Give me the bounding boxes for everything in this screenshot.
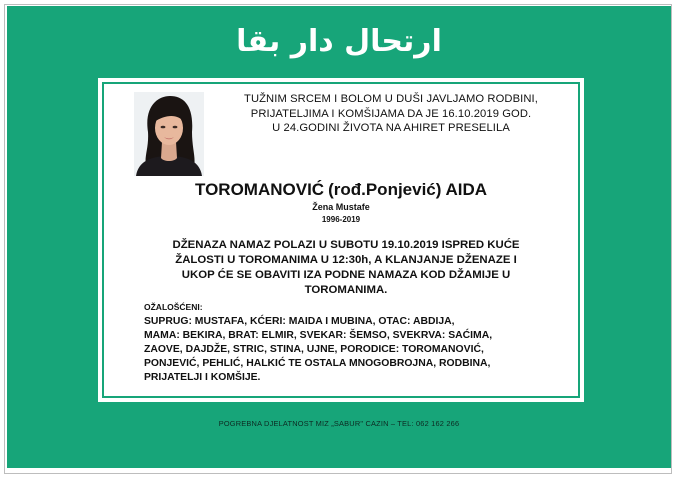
- funeral-service-footer: POGREBNA DJELATNOST MIZ „SABUR" CAZIN – TEL: 062 162 266: [218, 419, 460, 428]
- notice-frame: [98, 78, 584, 402]
- mourners-list: [144, 315, 564, 385]
- deceased-first-name: AIDA: [445, 180, 487, 199]
- deceased-surname: TOROMANOVIĆ: [195, 180, 325, 199]
- death-announcement: [206, 92, 576, 136]
- announcement-line-2: PRIJATELJIMA I KOMŠIJAMA DA JE 16.10.2019 GOD.: [250, 107, 532, 120]
- mourners-line-4: PONJEVIĆ, PEHLIĆ, HALKIĆ TE OSTALA MNOGOBROJNA, RODBINA,: [144, 358, 491, 369]
- funeral-details: [136, 238, 556, 298]
- portrait-photo: [134, 92, 204, 176]
- portrait-image: [134, 92, 204, 176]
- deceased-maiden-name: (rođ.Ponjević): [328, 180, 442, 199]
- spouse-line: Žena Mustafe: [312, 202, 370, 212]
- life-years: 1996-2019: [321, 215, 361, 224]
- mourners-line-3: ZAOVE, DAJDŽE, STRIC, STINA, UJNE, PORODICE: TOROMANOVIĆ,: [144, 344, 484, 355]
- mourners-heading: OŽALOŠĆENI:: [144, 302, 203, 312]
- funeral-line-2: ŽALOSTI U TOROMANIMA U 12:30h, A KLANJANJE DŽENAZE I: [175, 254, 517, 266]
- obituary-panel: [7, 6, 671, 468]
- deceased-name: [98, 180, 584, 200]
- mourners-line-1: SUPRUG: MUSTAFA, KĆERI: MAIDA I MUBINA, OTAC: ABDIJA,: [144, 316, 455, 327]
- announcement-line-3: U 24.GODINI ŽIVOTA NA AHIRET PRESELILA: [272, 122, 510, 134]
- arabic-calligraphy-header: ارتحال دار بقا: [236, 23, 442, 59]
- funeral-line-1: DŽENAZA NAMAZ POLAZI U SUBOTU 19.10.2019 ISPRED KUĆE: [172, 239, 520, 251]
- mourners-line-2: MAMA: BEKIRA, BRAT: ELMIR, SVEKAR: ŠEMSO, SVEKRVA: SAĆIMA,: [144, 330, 493, 341]
- announcement-line-1: TUŽNIM SRCEM I BOLOM U DUŠI JAVLJAMO RODBINI,: [244, 93, 538, 105]
- mourners-line-5: PRIJATELJI I KOMŠIJE.: [144, 372, 261, 383]
- funeral-line-3: UKOP ĆE SE OBAVITI IZA PODNE NAMAZA KOD DŽAMIJE U: [181, 269, 511, 281]
- funeral-line-4: TOROMANIMA.: [304, 284, 388, 296]
